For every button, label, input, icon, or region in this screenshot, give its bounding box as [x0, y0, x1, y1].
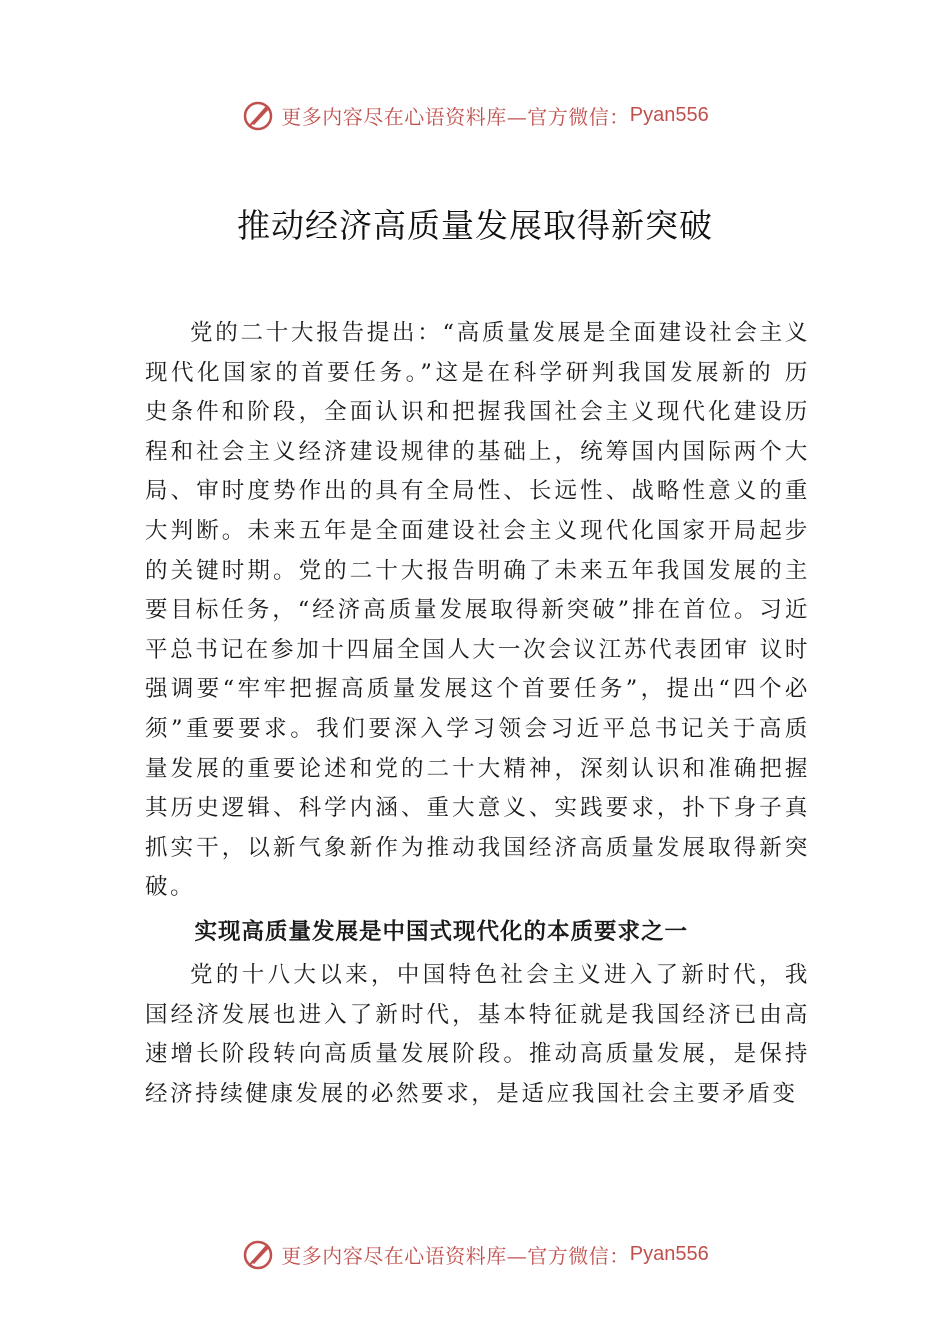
wechat-id: Pyan556 — [629, 103, 709, 126]
wechat-id: Pyan556 — [629, 1242, 709, 1265]
header-banner — [0, 95, 950, 135]
section-heading: 实现高质量发展是中国式现代化的本质要求之一 — [194, 918, 689, 945]
section-paragraph: 党的十八大以来，中国特色社会主义进入了新时代，我国经济发展也进入了新时代，基本特征就是我国经济已由高速增长阶段转向高质量发展阶段。推动高质量发展，是保持经济持续健康发展的必然要求，是适应我国社会主要矛盾变 — [145, 961, 810, 1107]
footer-banner — [0, 1234, 950, 1274]
promo-text: 更多内容尽在心语资料库—官方微信： — [281, 1243, 630, 1268]
document-body — [145, 314, 810, 1114]
quill-pen-logo-icon — [241, 1236, 277, 1272]
promo-text: 更多内容尽在心语资料库—官方微信： — [281, 104, 630, 129]
quill-pen-logo-icon — [241, 97, 277, 133]
document-title: 推动经济高质量发展取得新突破 — [237, 206, 713, 245]
intro-paragraph: 党的二十大报告提出：“高质量发展是全面建设社会主义现代化国家的首要任务。”这是在科学研判我国发展新的 历史条件和阶段，全面认识和把握我国社会主义现代化建设历程和社会主义经济建设规律的基础上，统筹国内国际两个大局、审时度势作出的具有全局性、长远性、战略性意义的重大判断。未来五年是全面建设社会主义现代化国家开局起步的关键时期。党的二十大报告明确了未来五年我国发展的主要目标任务，“经济高质量发展取得新突破”排在首位。习近平总书记在参加十四届全国人大一次会议江苏代表团审 议时强调要“牢牢把握高质量发展这个首要任务”，提出“四个必须”重要要求。我们要深入学习领会习近平总书记关于高质量发展的重要论述和党的二十大精神，深刻认识和准确把握其历史逻辑、科学内涵、重大意义、实践要求，扑下身子真抓实干，以新气象新作为推动我国经济高质量发展取得新突破。 — [145, 320, 810, 901]
